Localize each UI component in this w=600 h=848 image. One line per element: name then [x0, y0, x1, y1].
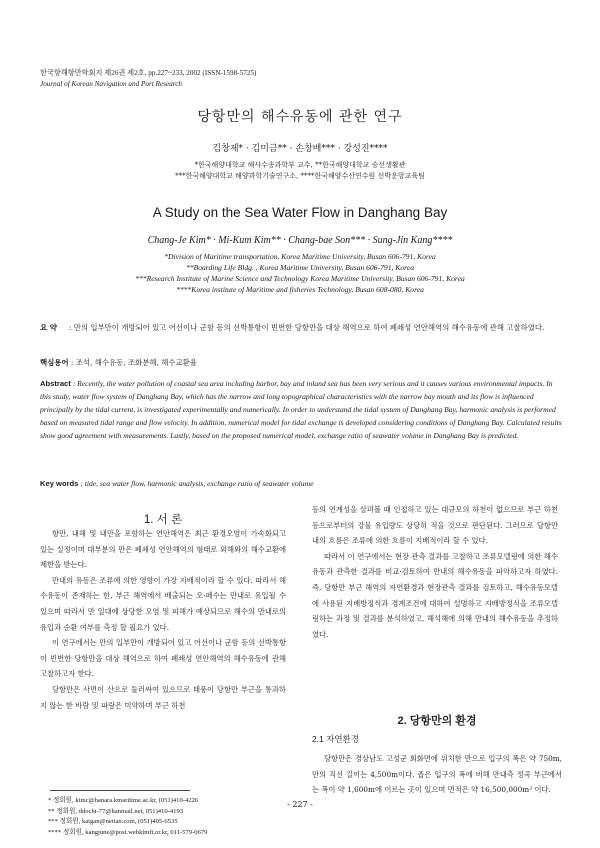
abstract-en-text: : Recently, the water pollution of coastal sea area including harbor, bay and inland sea has been very serious and it causes various environmental impacts. In this study, water flow system of Danghang Bay, which has the narrow and long topographical characteristics with the narrow bay mouth and its flow is influenced principally by the tidal current, is investigated experimentally and numerically. In order to understand the tidal system of Danghang Bay, harmonic analysis is performed based on measured tidal range and flow velocity. In addition, numerical model for tidal exchange is developed considering conditions of Danghang Bay. Calculated results show good agreement with measurements. Lastly, based on the proposed numerical model, exchange ratio of seawater volume in Danghang Bay is predicted.: [40, 379, 562, 440]
keywords-ko-text: : 조석, 해수유동, 조화분해, 해수교환율: [70, 358, 197, 367]
journal-citation-ko: 한국항해항만학회지 제26권 제2호, pp.227~233, 2002 (ISSN-1598-5725): [40, 69, 257, 77]
section2-body: [312, 751, 562, 798]
abstract-ko: [40, 321, 562, 334]
journal-header: [40, 68, 256, 90]
body-paragraph: 따라서 이 연구에서는 현장 관측 결과를 고찰하고 조류모델링에 의한 해수유동과 관측한 결과를 비교·검토하여 만내의 해수유동을 파악하고자 하였다. 즉, 당항만 부근 해역의 자연환경과 현장관측 결과를 검토하고, 해수유동모델에 사용된 지배방정식과 경계조건에 대하여 설명하고 지배방정식을 조류모델링하는 과정 및 결과를 분석하였고, 해석해에 의해 만내의 해수유동을 추정하였다.: [312, 551, 558, 639]
affiliation-en-line: ***Research Institute of Marine Science and Technology Korea Maritime University, Busan 606-791, Korea: [135, 274, 465, 283]
keywords-en-text: : tide, sea water flow, harmonic analysis, exchange ratio of seawater volume: [80, 479, 314, 488]
body-paragraph: 당항만은 경상남도 고성군 회화면에 위치한 만으로 입구의 폭은 약 750m, 만의 직선 길이는 4,500m이다. 좁은 입구의 폭에 비해 만내측 정곡 부근에서는 폭이 약 1,600m에 이르는 곳이 있으며 면적은 약 16,500,000m² 이다.: [312, 754, 562, 795]
abstract-en-label: Abstract: [40, 379, 71, 388]
abstract-ko-text: : 만의 입부만이 개방되어 있고 어선이나 군함 등의 선박통항이 빈번한 당항만을 대상 해역으로 하여 폐쇄성 연안해역의 해수유동에 관해 고찰하였다.: [68, 323, 545, 332]
affiliation-en-line: **Boarding Life Bldg. , Korea Maritime University, Busan 606-791, Korea: [185, 263, 414, 272]
affiliation-en-line: *Division of Maritime transportation, Korea Maritime University, Busan 606-791, Korea: [164, 252, 436, 261]
affiliation-ko-line: ***한국해양대학교 해양과학기술연구소, ****한국해양수산연수원 선박운항교육팀: [175, 172, 425, 180]
footnote: **** 정회원, kangjune@post.webkimft.or.kr, 011-579-0679: [48, 828, 208, 836]
keywords-ko-label: 핵심용어: [40, 358, 69, 367]
affiliation-en-line: ****Korea institute of Maritime and fisheries Technology, Busan 608-080, Korea: [176, 285, 424, 294]
section-heading-environment: 2. 당항만의 환경: [397, 715, 477, 727]
page-number: - 227 -: [287, 800, 313, 809]
affiliation-ko-line: *한국해양대학교 해사수송과학부 교수, **한국해양대학교 승선생활관: [194, 161, 406, 169]
abstract-en: [40, 377, 562, 442]
paper-title-ko: 당항만의 해수유동에 관한 연구: [197, 109, 403, 125]
affiliations-en: [0, 251, 600, 295]
body-paragraph: 항만, 내해 및 내만을 포함하는 연안해역은 최근 환경오염이 가속화되고 있는 실정이며 대부분의 만은 폐쇄성 연안해역의 형태로 외해와의 해수교환에 제한을 받는다.: [40, 529, 286, 570]
body-paragraph: 등의 연계성을 살펴볼 때 인접하고 있는 대규모의 하천이 없으므로 부근 하천 등으로부터의 강물 유입량도 상당히 적을 것으로 판단된다. 그러므로 당항만 내의 흐름은 조류에 의한 흐름이 지배적이라 할 수 있다.: [312, 505, 558, 546]
keywords-en-label: Key words: [40, 479, 79, 488]
section-heading-introduction: 1. 서 론: [143, 514, 183, 526]
authors-ko: 김창제* · 김미금** · 손창배*** · 강성진****: [212, 144, 388, 154]
body-paragraph: 당항만은 사면이 산으로 둘러싸여 있으므로 태풍이 당항만 부근을 통과하지 않는 한 바람 및 파랑은 미약하며 부근 하천: [40, 684, 286, 710]
body-paragraph: 만내의 유동은 조류에 의한 영향이 가장 지배적이라 할 수 있다. 따라서 해수유동이 존재하는 한, 부근 해역에서 배출되는 오·폐수는 만내로 유입될 수 있으며 따라서 만 일대에 상당한 오염 및 피해가 예상되므로 해수의 만내로의 유입과 순환 여부를 측정 할 필요가 있다.: [40, 575, 286, 632]
body-paragraph: 이 연구에서는 만의 입부만이 개방되어 있고 어선이나 군함 등의 선박통항이 빈번한 당항만을 대상 해역으로 하여 폐쇄성 연안해역의 해수유동에 관해 고찰하고자 한다.: [40, 638, 286, 679]
footnote: *** 정회원, kaigan@netian.com, (051)405-6535: [48, 818, 178, 825]
abstract-ko-label: 요 약: [40, 323, 57, 332]
affiliations-ko: [0, 160, 600, 182]
footnote: * 정회원, kimc@hanara.kmaritime.ac.kr, (051)410-4226: [48, 797, 199, 804]
authors-en: Chang-Je Kim* · Mi-Kum Kim** · Chang-bae Son*** · Sung-Jin Kang****: [147, 235, 453, 246]
footnote: ** 정회원, ddochi-77@hanmail.net, 051)410-4193: [48, 807, 184, 815]
footnote-divider: [50, 790, 190, 791]
journal-name-en: Journal of Korean Navigation and Port Research: [40, 80, 183, 88]
subsection-heading: 2.1 자연환경: [312, 734, 360, 744]
keywords-ko: [40, 356, 562, 369]
keywords-en: [40, 477, 562, 490]
right-column-body: [312, 502, 558, 642]
paper-title-en: A Study on the Sea Water Flow in Danghang Bay: [152, 205, 448, 220]
left-column-body: [40, 526, 286, 713]
